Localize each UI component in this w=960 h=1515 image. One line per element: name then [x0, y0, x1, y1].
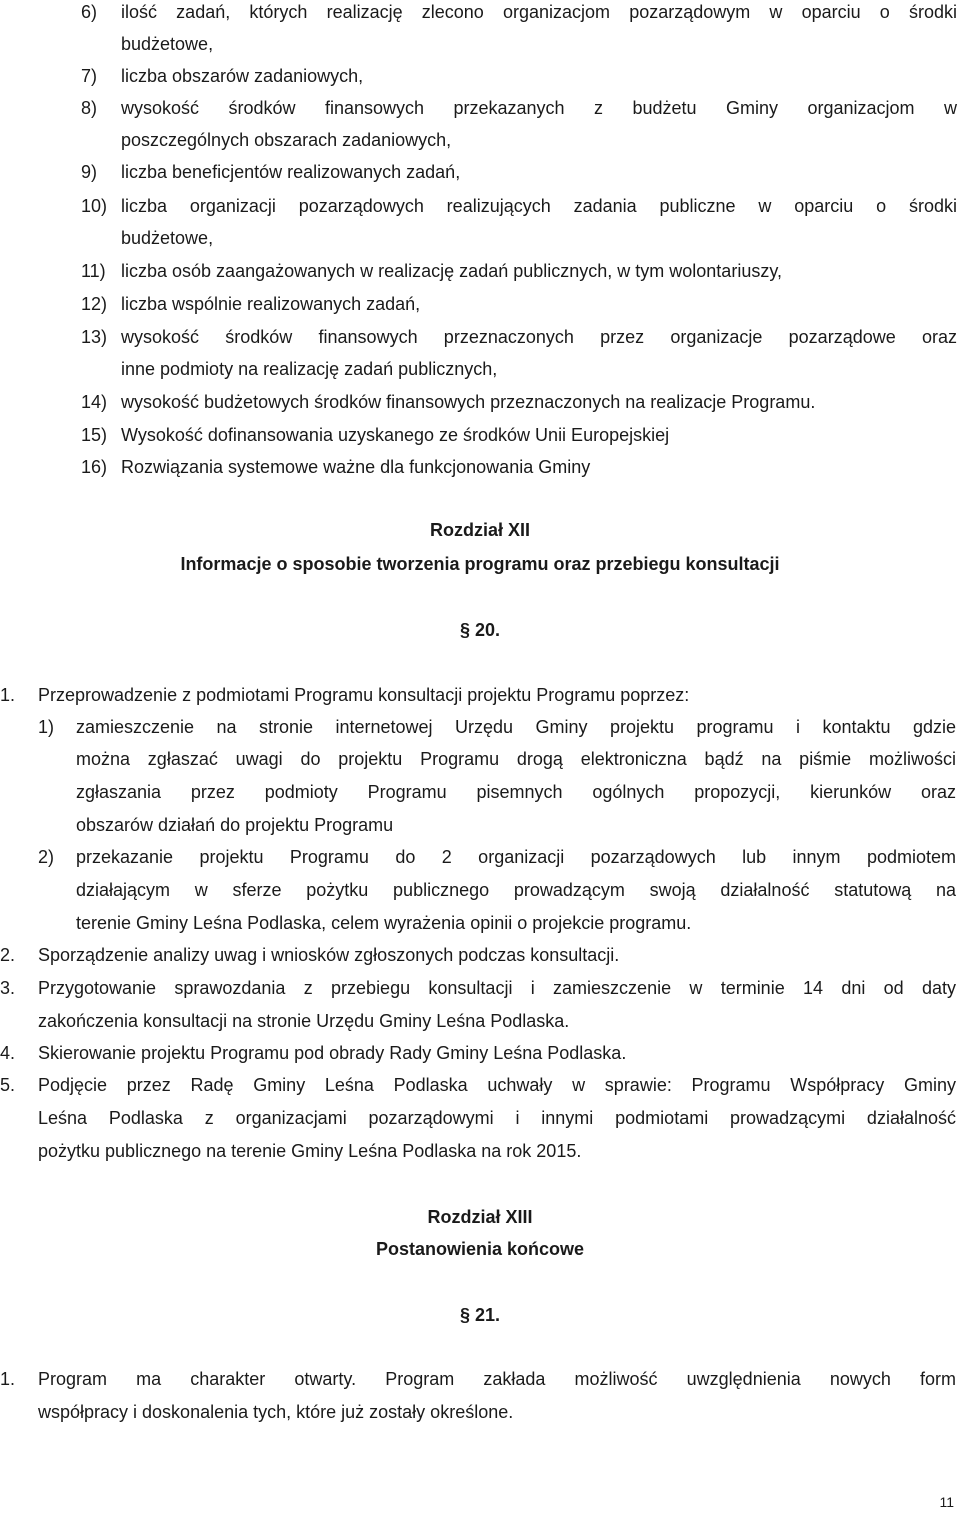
chapter-subtitle: Informacje o sposobie tworzenia programu oraz przebiegu konsultacji	[180, 554, 780, 574]
section-heading: § 20.	[459, 620, 501, 640]
section-heading: § 21.	[459, 1305, 501, 1325]
document-page: 6) ilość zadań, których realizację zlecono organizacjom pozarządowym w oparciu o środki budżetowe, 7) liczba obszarów zadaniowych, 8) wysokość środków finansowych przekazanych z budżetu Gminy organizacjom w poszczególnych obszarach zadaniowych, 9) liczba beneficjentów realizowanych zadań, 10) liczba organizacji pozarządowych realizujących zadania publiczne w oparciu o środki budżetowe, 11) liczba osób zaangażowanych w realizację zadań publicznych, w tym wolontariuszy, 12) liczba wspólnie realizowanych zadań, 13) wysokość środków finansowych przeznaczonych przez organizacje pozarządowe oraz inne podmioty na realizację zadań publicznych, 14) wysokość budżetowych środków finansowych przeznaczonych na realizacje Programu. 15) Wysokość dofinansowania uzyskanego ze środków Unii Europejskiej 16) Rozwiązania systemowe ważne dla funkcjonowania Gminy Rozdział XII Informacje o sposobie tworzenia programu oraz przebiegu konsultacji § 20. 1. Przeprowadzenie z podmiotami Programu konsultacji projektu Programu poprzez: 1) zamieszczenie na stronie internetowej Urzędu Gminy projektu programu i kontaktu gdzie można zgłaszać uwagi do projektu Programu drogą elektroniczna bądź na piśmie możliwości zgłaszania przez podmioty Programu pisemnych ogólnych propozycji, kierunków oraz obszarów działań do projektu Programu 2) przekazanie projektu Programu do 2 organizacji pozarządowych lub innym podmiotem działającym w sferze pożytku publicznego prowadzącym swoją działalność statutową na terenie Gminy Leśna Podlaska, celem wyrażenia opinii o projekcie programu. 2. Sporządzenie analizy uwag i wniosków zgłoszonych podczas konsultacji. 3. Przygotowanie sprawozdania z przebiegu konsultacji i zamieszczenie w terminie 14 dni od daty zakończenia konsultacji na stronie Urzędu Gminy Leśna Podlaska. 4. Skierowanie projektu Programu pod obrady Rady Gminy Leśna Podlaska. 5. Podjęcie przez Radę Gminy Leśna Podlaska uchwały w sprawie: Programu Współpracy Gminy Leśna Podlaska z organizacjami pozarządowymi i innymi podmiotami prowadzącymi działalność pożytku publicznego na terenie Gminy Leśna Podlaska na rok 2015. Rozdział XIII Postanowienia końcowe § 21. 1. Program ma charakter otwarty. Program zakłada możliwość uwzględnienia nowych form współpracy i doskonalenia tych, które już zostały określone. 11	[0, 0, 960, 1515]
chapter-title: Rozdział XIII	[427, 1207, 533, 1227]
chapter-title: Rozdział XII	[429, 520, 530, 540]
chapter-subtitle: Postanowienia końcowe	[375, 1239, 585, 1259]
page-number: 11	[939, 1494, 954, 1510]
